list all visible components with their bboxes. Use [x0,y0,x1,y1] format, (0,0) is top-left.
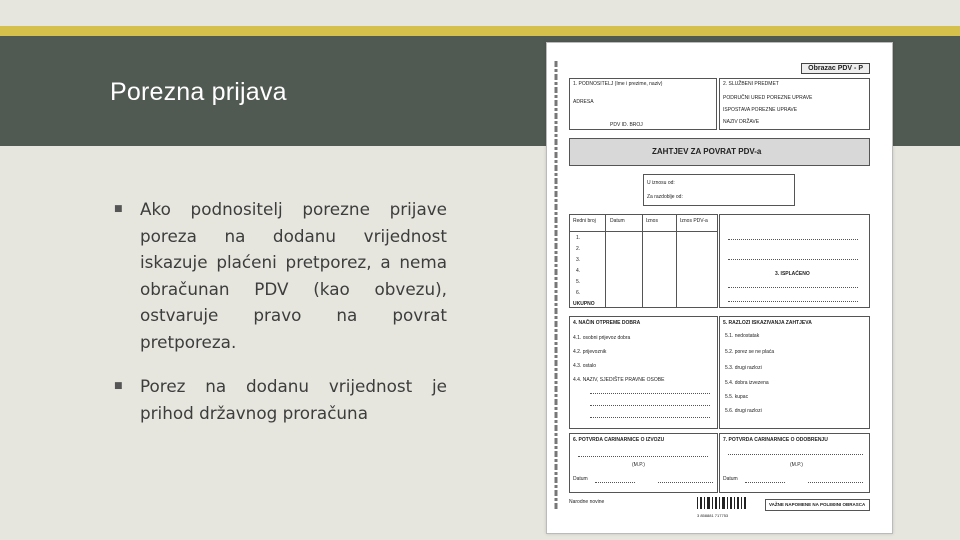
form-sec4-item: 4.1. osobni prijevoz dobra [573,335,631,341]
form-table-header: Iznos [646,218,658,224]
form-title: ZAHTJEV ZA POVRAT PDV-a [652,147,762,156]
form-adresa-label: ADRESA [573,99,594,105]
form-row-number: 5. [576,279,581,285]
form-row-number: 4. [576,268,581,274]
form-sec5-item: 5.5. kupac [725,394,749,400]
form-sec2-line: ISPOSTAVA POREZNE UPRAVE [723,107,798,113]
form-amount-box [643,174,795,206]
form-table-header: Iznos PDV-a [680,218,708,224]
barcode-icon [697,497,747,513]
form-sec7-label: 7. POTVRDA CARINARNICE O ODOBRENJU [723,437,828,443]
form-row-number: 2. [576,246,581,252]
top-stripe [0,0,960,26]
form-sec4-item: 4.3. ostalo [573,363,597,369]
bullet-item [112,373,447,426]
form-sec5-item: 5.3. drugi razlozi [725,365,762,371]
bullet-text: Ako podnositelj porezne prijave poreza na dodanu vrijednost iskazuje plaćeni pretporez, a nema obračunan PDV (kao obvezu), ostvaruje pravo na povrat pretporeza. [140,199,447,352]
accent-stripe [0,26,960,36]
form-sec1-label: 1. PODNOSITELJ (Ime i prezime, naziv) [573,81,663,87]
form-section-3 [719,214,870,308]
form-row-number: 3. [576,257,581,263]
form-sec4-item: 4.4. NAZIV, SJEDIŠTE PRAVNE OSOBE [573,377,665,383]
form-sec2-line: NAZIV DRŽAVE [723,119,760,125]
form-sec5-label: 5. RAZLOZI ISKAZIVANJA ZAHTJEVA [723,320,812,326]
form-section-1 [569,78,717,130]
form-sec5-item: 5.1. nedostatak [725,333,760,339]
square-bullet-icon: ■ [114,381,123,391]
form-section-5 [719,316,870,429]
form-razdoblje-label: Za razdoblje od: [647,194,683,200]
form-sec4-item: 4.2. prijevoznik [573,349,607,355]
form-barcode-number: 3 858881 717753 [697,513,729,518]
form-datum-label: Datum [573,476,588,482]
form-sec2-line: PODRUČNI URED POREZNE UPRAVE [723,95,813,101]
form-footer-right: VAŽNE NAPOMENE NA POLEĐINI OBRASCA [769,502,866,507]
tax-form-image [546,42,893,534]
form-section-6 [569,433,718,493]
form-mp-label: (M.P.) [632,462,645,468]
form-sec5-item: 5.6. drugi razlozi [725,408,762,414]
form-mp-label: (M.P.) [790,462,803,468]
form-sec6-label: 6. POTVRDA CARINARNICE O IZVOZU [573,437,665,443]
form-side-text-strip [550,61,562,511]
form-section-4 [569,316,718,429]
slide-content [112,196,447,444]
form-pdv-broj-label: PDV ID. BROJ [610,122,643,128]
form-row-number: 1. [576,235,581,241]
form-section-7 [719,433,870,493]
form-badge: Obrazac PDV - P [801,63,870,74]
form-footer-left: Narodne novine [569,499,605,505]
square-bullet-icon: ■ [114,204,123,214]
form-title-bar [569,138,870,166]
form-datum-label: Datum [723,476,738,482]
form-sec4-label: 4. NAČIN OTPREME DOBRA [573,320,641,326]
form-table-header: Datum [610,218,625,224]
form-sec3-label: 3. ISPLAĆENO [775,271,810,277]
form-section-2 [719,78,870,130]
form-table-header: Redni broj [573,218,596,224]
form-footer-note-box [765,499,870,511]
slide-title: Porezna prijava [110,78,287,106]
form-iznos-label: U iznosu od: [647,180,675,186]
bullet-text: Porez na dodanu vrijednost je prihod državnog proračuna [140,376,447,423]
form-table [569,214,718,308]
form-sec5-item: 5.4. dobra izvezena [725,380,769,386]
form-row-number: 6. [576,290,581,296]
form-ukupno-label: UKUPNO [573,301,595,307]
form-sec5-item: 5.2. porez se ne plaća [725,349,775,355]
form-sec2-label: 2. SLUŽBENI PREDMET [723,81,779,87]
bullet-item [112,196,447,355]
